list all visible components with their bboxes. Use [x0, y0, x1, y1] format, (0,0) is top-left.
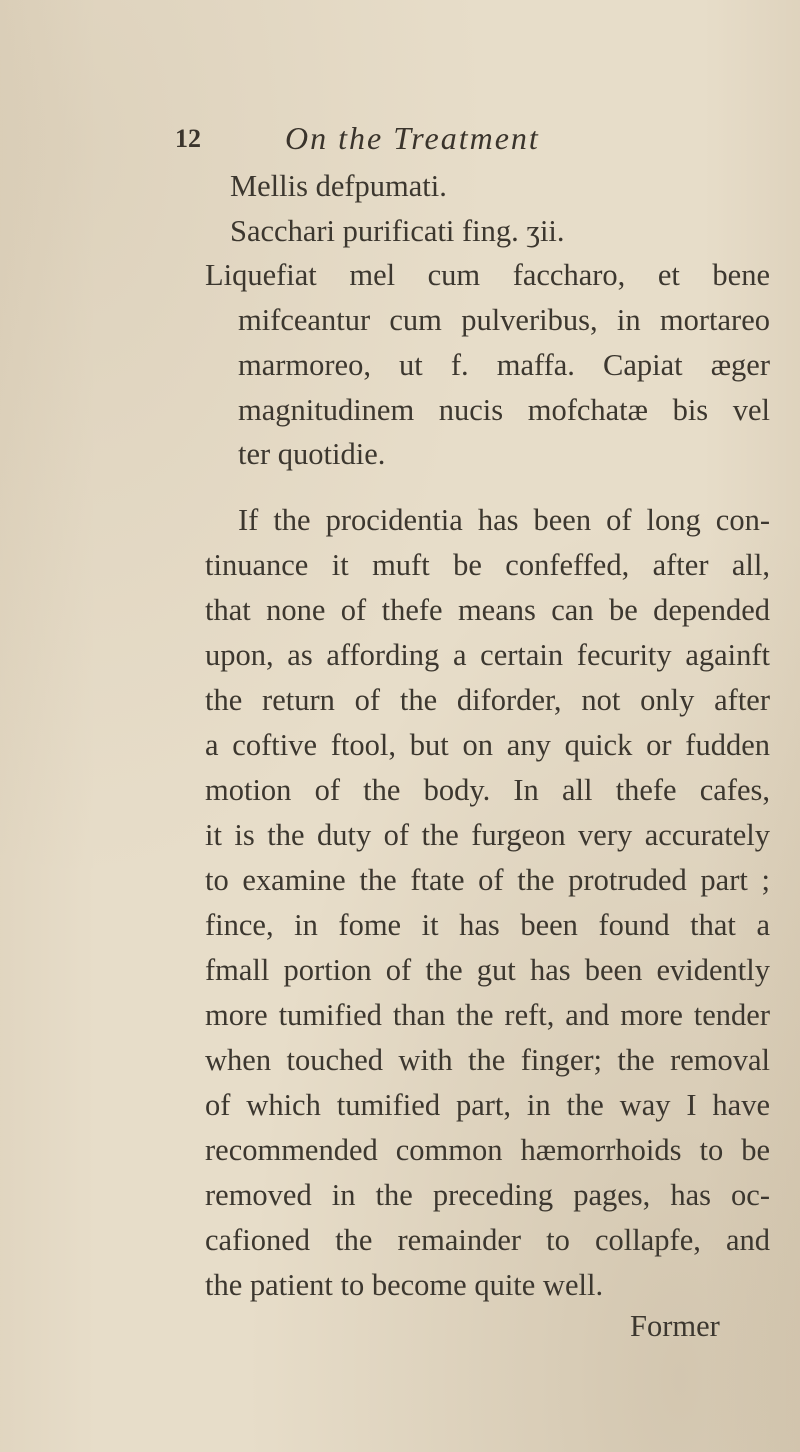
paragraph-line-17: cafioned the remainder to collapfe, and: [205, 1223, 770, 1257]
paragraph-line-12: more tumified than the reft, and more tender: [205, 998, 770, 1032]
paragraph-line-7: motion of the body. In all thefe cafes,: [205, 773, 770, 807]
instruction-line-4: magnitudinem nucis mofchatæ bis vel: [238, 393, 770, 427]
paragraph-line-6: a coftive ftool, but on any quick or fudden: [205, 728, 770, 762]
paragraph-line-2: tinuance it muft be confeffed, after all,: [205, 548, 770, 582]
paragraph-line-3: that none of thefe means can be depended: [205, 593, 770, 627]
catchword: Former: [630, 1309, 720, 1343]
paragraph-line-1: If the procidentia has been of long con-: [238, 503, 770, 537]
page-number: 12: [175, 124, 201, 153]
paragraph-line-4: upon, as affording a certain fecurity againft: [205, 638, 770, 672]
paragraph-line-9: to examine the ftate of the protruded part ;: [205, 863, 770, 897]
page-header: [175, 120, 695, 164]
paragraph-line-8: it is the duty of the furgeon very accurately: [205, 818, 770, 852]
paragraph-line-15: recommended common hæmorrhoids to be: [205, 1133, 770, 1167]
recipe-line-2: Sacchari purificati fing. ʒii.: [230, 214, 565, 248]
paragraph-line-14: of which tumified part, in the way I have: [205, 1088, 770, 1122]
recipe-line-1: Mellis defpumati.: [230, 169, 447, 203]
instruction-line-1: Liquefiat mel cum faccharo, et bene: [205, 258, 770, 292]
running-head: On the Treatment: [285, 120, 540, 156]
paragraph-line-16: removed in the preceding pages, has oc-: [205, 1178, 770, 1212]
instruction-line-5: ter quotidie.: [238, 437, 386, 471]
paragraph-line-11: fmall portion of the gut has been evidently: [205, 953, 770, 987]
paragraph-line-13: when touched with the finger; the removal: [205, 1043, 770, 1077]
instruction-line-2: mifceantur cum pulveribus, in mortareo: [238, 303, 770, 337]
paragraph-line-10: fince, in fome it has been found that a: [205, 908, 770, 942]
paragraph-line-5: the return of the diforder, not only after: [205, 683, 770, 717]
paragraph-line-18: the patient to become quite well.: [205, 1268, 604, 1302]
instruction-line-3: marmoreo, ut f. maffa. Capiat æger: [238, 348, 770, 382]
